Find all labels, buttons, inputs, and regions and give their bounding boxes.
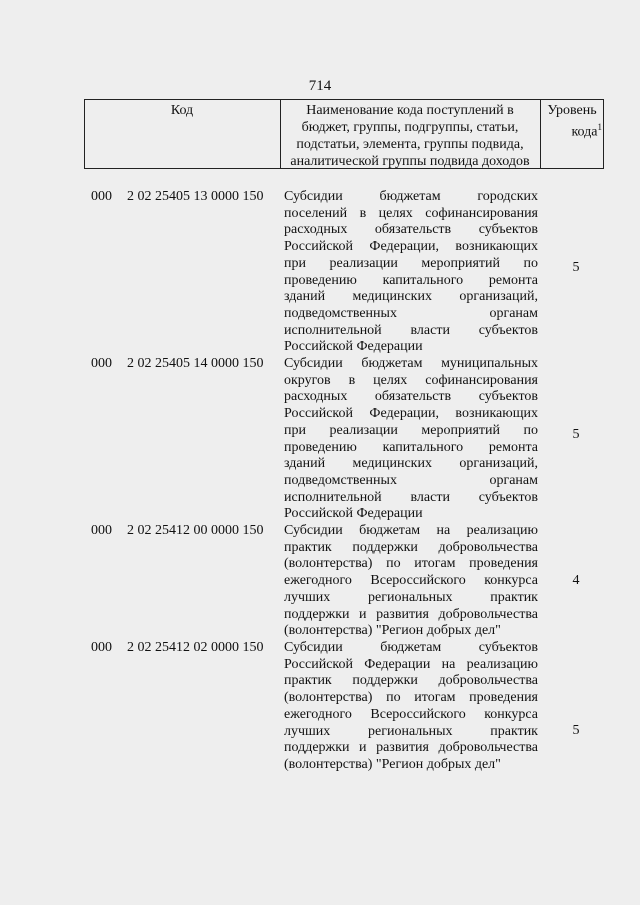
name-line: при реализации мероприятий по: [284, 422, 538, 438]
name-line: ежегодного Всероссийского конкурса: [284, 573, 538, 589]
income-code: 2 02 25405 14 0000 150: [127, 356, 264, 371]
table-header: [84, 99, 604, 169]
name-line: лучших региональных практик: [284, 723, 538, 739]
name-line: (волонтерства) "Регион добрых дел": [284, 756, 501, 772]
header-code: Код: [170, 103, 194, 118]
name-line: (волонтерства) "Регион добрых дел": [284, 623, 501, 639]
name-line: Российской Федерации на реализацию: [284, 656, 538, 672]
income-code: 2 02 25405 13 0000 150: [127, 189, 264, 204]
header-name-line: аналитической группы подвида доходов: [290, 154, 530, 169]
name-line: поддержки и развития добровольчества: [284, 606, 538, 622]
income-code: 2 02 25412 02 0000 150: [127, 640, 264, 655]
income-name: [284, 523, 538, 640]
code-level: 5: [572, 260, 580, 275]
name-line: практик поддержки добровольчества: [284, 539, 538, 555]
code-level: 4: [572, 573, 580, 588]
admin-code: 000: [91, 523, 112, 538]
admin-code: 000: [91, 356, 112, 371]
name-line: при реализации мероприятий по: [284, 255, 538, 271]
name-line: (волонтерства) по итогам проведения: [284, 556, 538, 572]
income-name: [284, 356, 538, 523]
name-line: поселений в целях софинансирования: [284, 205, 538, 221]
admin-code: 000: [91, 189, 112, 204]
name-line: Российской Федерации: [284, 339, 423, 355]
header-name-line: подстатьи, элемента, группы подвида,: [296, 137, 524, 152]
name-line: Субсидии бюджетам субъектов: [284, 640, 538, 655]
header-level-line: кода: [571, 124, 598, 140]
name-line: (волонтерства) по итогам проведения: [284, 690, 538, 706]
code-level: 5: [572, 723, 580, 738]
name-line: зданий медицинских организаций,: [284, 456, 538, 472]
code-level: 5: [572, 427, 580, 442]
name-line: поддержки и развития добровольчества: [284, 740, 538, 756]
name-line: Российской Федерации: [284, 506, 423, 522]
income-code: 2 02 25412 00 0000 150: [127, 523, 264, 538]
name-line: зданий медицинских организаций,: [284, 289, 538, 305]
header-name: [280, 102, 540, 170]
name-line: подведомственных органам: [284, 305, 538, 321]
admin-code: 000: [91, 640, 112, 655]
name-line: проведению капитального ремонта: [284, 272, 538, 288]
name-line: округов в целях софинансирования: [284, 372, 538, 388]
header-level: [540, 102, 604, 141]
name-line: исполнительной власти субъектов: [284, 322, 538, 338]
name-line: подведомственных органам: [284, 472, 538, 488]
name-line: Субсидии бюджетам муниципальных: [284, 356, 538, 371]
income-name: [284, 189, 538, 356]
income-name: [284, 640, 538, 774]
name-line: расходных обязательств субъектов: [284, 222, 538, 238]
name-line: практик поддержки добровольчества: [284, 673, 538, 689]
name-line: ежегодного Всероссийского конкурса: [284, 706, 538, 722]
name-line: Субсидии бюджетам на реализацию: [284, 523, 538, 538]
header-name-line: Наименование кода поступлений в: [306, 103, 514, 118]
page-number: 714: [308, 78, 332, 94]
name-line: исполнительной власти субъектов: [284, 489, 538, 505]
name-line: лучших региональных практик: [284, 589, 538, 605]
header-name-line: бюджет, группы, подгруппы, статьи,: [301, 120, 519, 135]
footnote-mark: 1: [597, 122, 602, 132]
name-line: Российской Федерации, возникающих: [284, 239, 538, 255]
header-level-line: Уровень: [547, 103, 597, 118]
name-line: расходных обязательств субъектов: [284, 389, 538, 405]
name-line: Субсидии бюджетам городских: [284, 189, 538, 204]
name-line: Российской Федерации, возникающих: [284, 406, 538, 422]
name-line: проведению капитального ремонта: [284, 439, 538, 455]
